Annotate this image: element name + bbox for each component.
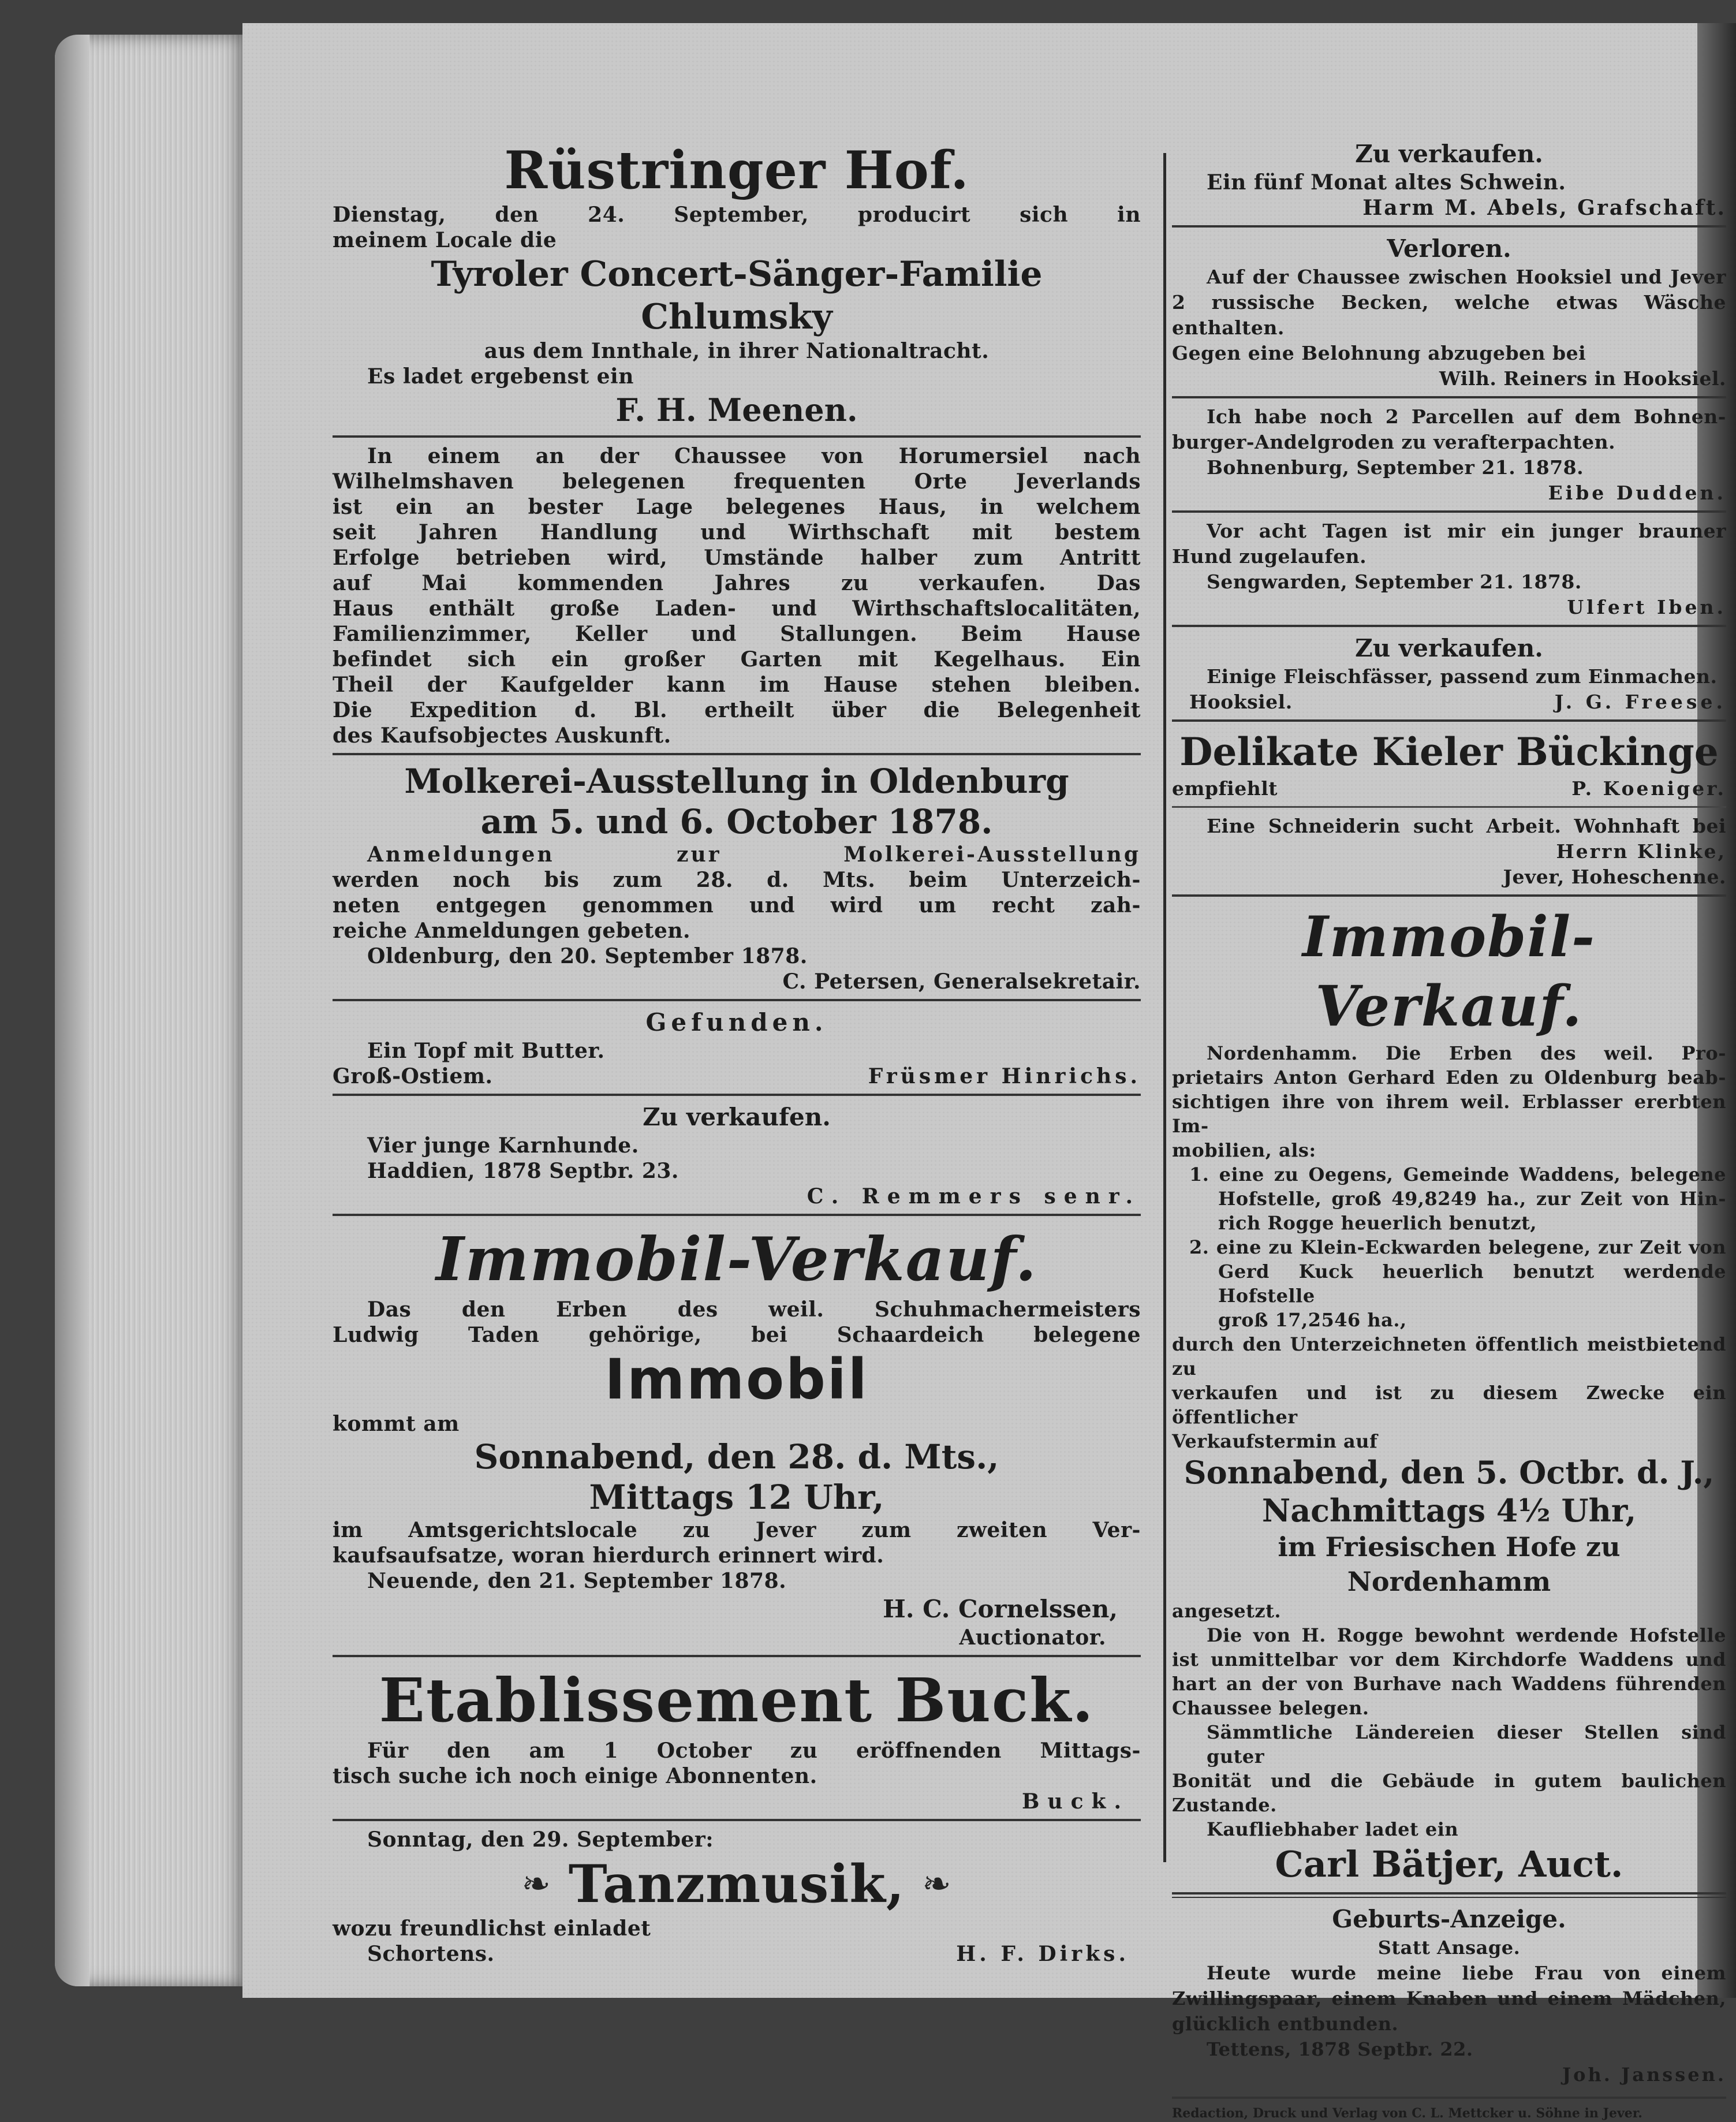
ad-heading-row [333,1852,1141,1916]
ad-hund [1172,519,1726,620]
ad-separator [333,435,1141,438]
ad-text: Verkaufstermin auf [1172,1430,1378,1452]
ad-zu-verkaufen-schwein [1172,139,1726,221]
ad-list-item: groß 17,2546 ha., [1218,1309,1407,1331]
ad-text: Sonntag, den 29. September: [367,1828,714,1852]
ad-text: im Amtsgerichtslocale zu Jever zum zweiten Ver- [333,1518,1141,1542]
ad-text: Chaussee belegen. [1172,1697,1369,1719]
ad-signature: J. G. Freese. [1554,691,1726,713]
ad-text: Das den Erben des weil. Schuhmachermeisters [367,1297,1141,1322]
ad-title: Zu verkaufen. [1355,140,1543,168]
ad-text: Theil der Kaufgelder kann im Hause stehen bleiben. [333,673,1141,697]
ad-schneiderin [1172,814,1726,890]
ad-text: Jever, Hoheschenne. [1503,866,1726,888]
ad-list-item: 1. eine zu Oegens, Gemeinde Waddens, belegene [1189,1163,1726,1185]
ad-text: Für den am 1 October zu eröffnenden Mittags- [367,1739,1141,1763]
ad-signature: H. C. Cornelssen, [883,1595,1118,1623]
ad-text: Hund zugelaufen. [1172,545,1367,568]
ad-signature: C. Remmers senr. [807,1184,1141,1209]
ad-heading: am 5. und 6. October 1878. [480,802,993,841]
ad-ruestringer-hof [333,139,1141,431]
ad-text: aus dem Innthale, in ihrer Nationaltracht. [484,339,990,363]
ad-text: sichtigen ihre von ihrem weil. Erblasser ererbten Im- [1172,1091,1726,1137]
ad-text: Vor acht Tagen ist mir ein junger brauner [1207,520,1726,542]
ad-text: Ludwig Taden gehörige, bei Schaardeich belegene [333,1323,1141,1347]
ad-separator [1172,625,1726,627]
ad-title: Gefunden. [645,1008,828,1036]
ad-separator [1172,1892,1726,1898]
imprint-line: Redaction, Druck und Verlag von C. L. Mettcker u. Söhne in Jever. [1172,2106,1642,2121]
ornament-left-icon: ❧ [521,1864,551,1904]
ad-heading: Tyroler Concert-Sänger-Familie [431,254,1043,294]
ad-place: Groß-Ostiem. [333,1064,493,1088]
ad-list-item: Hofstelle, groß 49,8249 ha., zur Zeit von Hin- [1218,1188,1726,1210]
ad-signature: Wilh. Reiners in Hooksiel. [1439,367,1726,390]
ad-etablissement-buck [333,1663,1141,1814]
ad-place-date: Neuende, den 21. September 1878. [367,1569,787,1593]
ad-separator [1172,2097,1726,2099]
ad-text: In einem an der Chaussee von Horumersiel nach [367,444,1141,468]
ad-text: Die Expedition d. Bl. ertheilt über die Belegenheit [333,698,1141,722]
ad-heading: Nachmittags 4½ Uhr, [1261,1492,1637,1529]
ad-signature: Harm M. Abels, Grafschaft. [1362,196,1726,220]
ad-signature-role: Auctionator. [959,1625,1106,1650]
ad-text: wozu freundlichst einladet [333,1916,651,1941]
ad-signature: C. Petersen, Generalsekretair. [782,969,1141,994]
ad-heading: Sonnabend, den 5. Octbr. d. J., [1184,1454,1715,1491]
ad-separator [333,1655,1141,1657]
ad-heading: Sonnabend, den 28. d. Mts., [474,1437,999,1476]
ad-signature: Ulfert Iben. [1567,596,1726,618]
ad-signature: Eibe Dudden. [1548,482,1726,504]
ad-title: Etablissement Buck. [379,1665,1095,1736]
ad-title: Immobil-Verkauf. [1302,904,1596,1039]
ad-text: durch den Unterzeichneten öffentlich meistbietend zu [1172,1333,1726,1379]
ad-footer-row [333,1064,1141,1089]
ad-heading: Immobil [604,1347,869,1412]
ad-text: des Kaufsobjectes Auskunft. [333,724,671,748]
ad-text: Auf der Chaussee zwischen Hooksiel und Jever [1207,266,1726,288]
ad-text: Ich habe noch 2 Parcellen auf dem Bohnen- [1207,405,1726,428]
ad-text: mobilien, als: [1172,1139,1316,1161]
ad-text: meinem Locale die [333,228,557,252]
ad-text: Die von H. Rogge bewohnt werdende Hofstelle [1207,1624,1726,1646]
ad-zu-verkaufen-hunde [333,1102,1141,1209]
ad-text: Bonität und die Gebäude in gutem baulichen Zustande. [1172,1770,1726,1816]
ad-text: Herrn Klinke, [1556,840,1726,863]
ad-place-date: Sengwarden, September 21. 1878. [1207,570,1582,593]
ad-signature: Carl Bätjer, Auct. [1275,1843,1623,1885]
ad-text: reiche Anmeldungen gebeten. [333,919,691,943]
ad-text: empfiehlt [1172,777,1278,800]
ad-separator [333,1094,1141,1096]
ad-separator [333,999,1141,1001]
ad-text: seit Jahren Handlung und Wirthschaft mit bestem [333,520,1141,545]
ad-text: Heute wurde meine liebe Frau von einem [1207,1962,1726,1984]
ad-heading: Tanzmusik, [568,1854,905,1915]
ad-text: Haus enthält große Laden- und Wirthschaftslocalitäten, [333,596,1141,621]
ad-heading: Mittags 12 Uhr, [589,1478,884,1517]
ad-text: 2 russische Becken, welche etwas Wäsche enthalten. [1172,291,1726,339]
ad-heading: Delikate Kieler Bückinge [1179,729,1719,774]
ad-footer-row [333,1941,1141,1967]
ad-text: werden noch bis zum 28. d. Mts. beim Unterzeich- [333,868,1141,892]
ad-text: kaufsaufsatze, woran hierdurch erinnert wird. [333,1543,884,1568]
ad-signature: H. F. Dirks. [956,1942,1129,1966]
ad-list-item: rich Rogge heuerlich benutzt, [1218,1212,1537,1234]
ad-separator [1172,225,1726,228]
ad-text: Gegen eine Belohnung abzugeben bei [1172,342,1586,364]
ad-text: tisch suche ich noch einige Abonnenten. [333,1764,817,1788]
ad-text: neten entgegen genommen und wird um recht zah- [333,893,1141,918]
ad-text: auf Mai kommenden Jahres zu verkaufen. Das [333,571,1141,595]
ad-text: burger-Andelgroden zu verafterpachten. [1172,431,1616,453]
ad-text: Einige Fleischfässer, passend zum Einmachen. [1207,665,1718,688]
ad-text: glücklich entbunden. [1172,2013,1399,2035]
ad-separator [1172,719,1726,722]
ad-title: Zu verkaufen. [1355,634,1543,662]
ad-title: Rüstringer Hof. [504,140,969,201]
ad-fleischfaesser [1172,633,1726,715]
ad-text: Familienzimmer, Keller und Stallungen. Beim Hause [333,622,1141,646]
ad-signature: Früsmer Hinrichs. [868,1064,1141,1088]
ad-text: Es ladet ergebenst ein [367,364,634,389]
ad-heading: Chlumsky [641,297,832,337]
ad-signature: P. Koeniger. [1571,777,1726,800]
ad-separator [1172,894,1726,897]
ad-text: Anmeldungen zur Molkerei-Ausstellung [367,842,1141,867]
ad-verloren [1172,233,1726,391]
ornament-right-icon: ❧ [922,1864,952,1904]
ad-text: prietairs Anton Gerhard Eden zu Oldenburg beab- [1172,1066,1726,1088]
ad-place: Schortens. [367,1942,495,1966]
ad-text: Ein Topf mit Butter. [367,1039,605,1063]
column-divider [1163,153,1166,1862]
ad-gefunden [333,1007,1141,1089]
ad-text: kommt am [333,1412,460,1436]
ad-text: verkaufen und ist zu diesem Zwecke ein öffentlicher [1172,1382,1726,1428]
ad-tanzmusik [333,1827,1141,1967]
ad-text: befindet sich ein großer Garten mit Kegelhaus. Ein [333,647,1141,672]
ad-kieler-bueckinge [1172,728,1726,801]
ad-heading: im Friesischen Hofe zu Nordenhamm [1278,1531,1621,1597]
ad-text: Zwillingspaar, einem Knaben und einem Mädchen, [1172,1987,1726,2009]
ad-text: Dienstag, den 24. September, producirt sich in [333,203,1141,227]
ad-place-date: Bohnenburg, September 21. 1878. [1207,456,1584,479]
ad-heading: Molkerei-Ausstellung in Oldenburg [404,762,1069,801]
ad-house-sale [333,443,1141,748]
ad-text: Erfolge betrieben wird, Umstände halber zum Antritt [333,546,1141,570]
ad-place-date: Oldenburg, den 20. September 1878. [367,944,808,968]
ad-footer-row [1172,689,1726,715]
ad-text: Vier junge Karnhunde. [367,1133,639,1158]
ad-list-item: Gerd Kuck heuerlich benutzt werdende Hofstelle [1218,1260,1726,1307]
ad-text: Kaufliebhaber ladet ein [1207,1818,1459,1840]
ad-geburts-anzeige [1172,1904,1726,2087]
ad-separator [333,1214,1141,1216]
ad-list-item: 2. eine zu Klein-Eckwarden belegene, zur Zeit von [1189,1236,1726,1258]
ad-title: Verloren. [1387,234,1511,263]
ad-text: Statt Ansage. [1377,1937,1521,1959]
ad-signature: F. H. Meenen. [615,391,858,428]
ad-text: ist unmittelbar vor dem Kirchdorfe Waddens und [1172,1649,1726,1670]
ad-title: Geburts-Anzeige. [1332,1905,1566,1933]
ad-text: Ein fünf Monat altes Schwein. [1207,170,1566,195]
ad-place-date: Tettens, 1878 Septbr. 22. [1207,2038,1473,2060]
ad-separator [333,1819,1141,1821]
ad-text: Sämmtliche Ländereien dieser Stellen sind guter [1207,1721,1726,1767]
right-column [1172,139,1726,2122]
ad-text: Eine Schneiderin sucht Arbeit. Wohnhaft bei [1207,815,1726,837]
ad-title: Zu verkaufen. [643,1103,831,1131]
ad-place: Hooksiel. [1189,691,1293,713]
ad-signature: Joh. Janssen. [1562,2064,1726,2086]
ad-text: Wilhelmshaven belegenen frequenten Orte Jeverlands [333,469,1141,494]
ad-separator [1172,806,1726,808]
book-page-edges [55,35,245,1986]
ad-separator [1172,396,1726,398]
ad-text: angesetzt. [1172,1600,1281,1622]
ad-text: Nordenhamm. Die Erben des weil. Pro- [1207,1042,1726,1064]
ad-text: hart an der von Burhave nach Waddens führenden [1172,1673,1726,1695]
ad-signature: Buck. [1022,1789,1129,1814]
ad-separator [333,753,1141,755]
left-column [333,139,1141,1967]
ad-text: ist ein an bester Lage belegenes Haus, in welchem [333,495,1141,519]
ad-molkerei [333,761,1141,994]
ad-parcellen [1172,404,1726,506]
ad-title: Immobil-Verkauf. [436,1224,1037,1295]
ad-separator [1172,510,1726,513]
ad-immobil-verkauf-right [1172,902,1726,1888]
ad-place-date: Haddien, 1878 Septbr. 23. [367,1159,679,1183]
ad-immobil-verkauf-left [333,1222,1141,1650]
ad-footer-row [1172,776,1726,801]
